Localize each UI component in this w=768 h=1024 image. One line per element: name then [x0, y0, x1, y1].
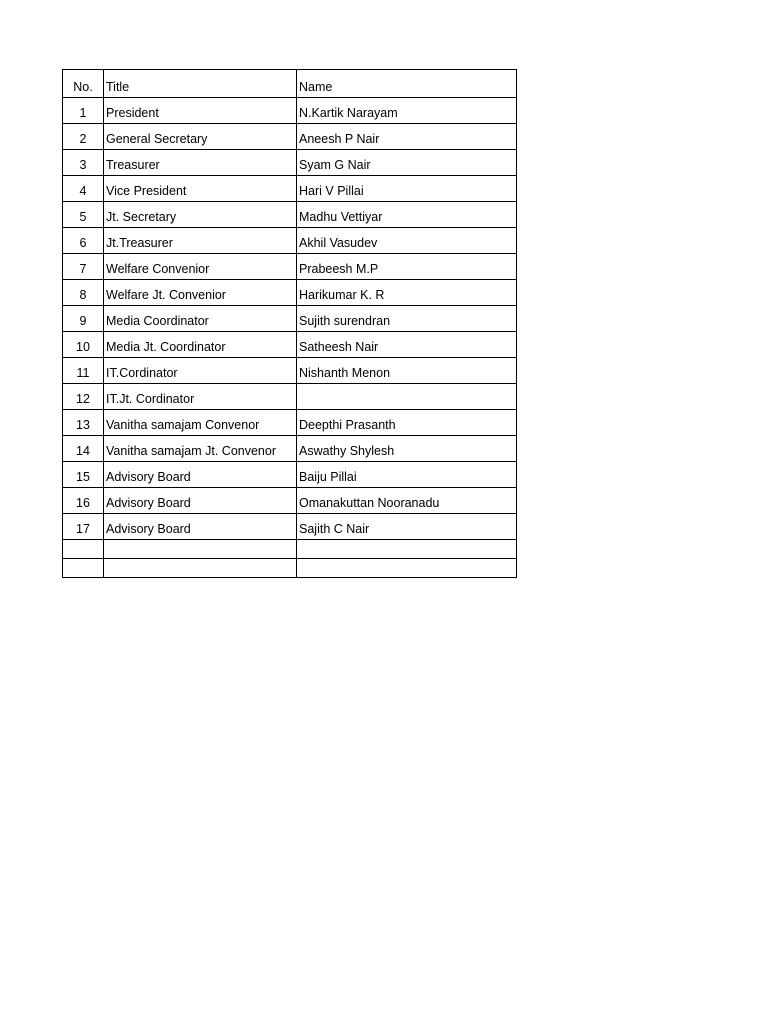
row-title: Advisory Board: [104, 462, 297, 488]
header-name: Name: [297, 70, 517, 98]
table-row: [63, 98, 517, 124]
row-name: Baiju Pillai: [297, 462, 517, 488]
row-number: 13: [63, 410, 104, 436]
row-number: 1: [63, 98, 104, 124]
row-number: 15: [63, 462, 104, 488]
table-row: [63, 332, 517, 358]
row-title: IT.Cordinator: [104, 358, 297, 384]
row-name: Deepthi Prasanth: [297, 410, 517, 436]
table-row: [63, 410, 517, 436]
row-name: Madhu Vettiyar: [297, 202, 517, 228]
row-number: 16: [63, 488, 104, 514]
table-row: [63, 202, 517, 228]
row-number: 4: [63, 176, 104, 202]
row-title: Treasurer: [104, 150, 297, 176]
empty-cell: [104, 540, 297, 559]
empty-cell: [63, 559, 104, 578]
row-name: Aswathy Shylesh: [297, 436, 517, 462]
row-number: 14: [63, 436, 104, 462]
row-title: Welfare Jt. Convenior: [104, 280, 297, 306]
row-title: Vanitha samajam Convenor: [104, 410, 297, 436]
empty-cell: [104, 559, 297, 578]
table-row: [63, 176, 517, 202]
row-name: Sujith surendran: [297, 306, 517, 332]
row-name: N.Kartik Narayam: [297, 98, 517, 124]
table-row: [63, 228, 517, 254]
row-number: 9: [63, 306, 104, 332]
row-name: Syam G Nair: [297, 150, 517, 176]
row-title: Advisory Board: [104, 488, 297, 514]
row-title: Media Coordinator: [104, 306, 297, 332]
row-number: 7: [63, 254, 104, 280]
row-number: 10: [63, 332, 104, 358]
row-number: 11: [63, 358, 104, 384]
row-title: Media Jt. Coordinator: [104, 332, 297, 358]
row-number: 6: [63, 228, 104, 254]
row-name: Akhil Vasudev: [297, 228, 517, 254]
row-name: Prabeesh M.P: [297, 254, 517, 280]
table-row: [63, 436, 517, 462]
row-number: 8: [63, 280, 104, 306]
empty-row: [63, 559, 517, 578]
table-row: [63, 150, 517, 176]
row-title: Vice President: [104, 176, 297, 202]
empty-cell: [63, 540, 104, 559]
row-name: Satheesh Nair: [297, 332, 517, 358]
table-row: [63, 254, 517, 280]
empty-row: [63, 540, 517, 559]
row-title: Jt.Treasurer: [104, 228, 297, 254]
table-row: [63, 462, 517, 488]
row-number: 12: [63, 384, 104, 410]
row-name: [297, 384, 517, 410]
row-number: 2: [63, 124, 104, 150]
row-title: Advisory Board: [104, 514, 297, 540]
row-name: Omanakuttan Nooranadu: [297, 488, 517, 514]
row-name: Sajith C Nair: [297, 514, 517, 540]
row-title: Vanitha samajam Jt. Convenor: [104, 436, 297, 462]
row-name: Aneesh P Nair: [297, 124, 517, 150]
table-row: [63, 384, 517, 410]
row-title: Welfare Convenior: [104, 254, 297, 280]
row-name: Nishanth Menon: [297, 358, 517, 384]
row-number: 5: [63, 202, 104, 228]
empty-cell: [297, 540, 517, 559]
row-title: President: [104, 98, 297, 124]
row-name: Harikumar K. R: [297, 280, 517, 306]
row-title: Jt. Secretary: [104, 202, 297, 228]
header-no: No.: [63, 70, 104, 98]
header-title: Title: [104, 70, 297, 98]
table-row: [63, 124, 517, 150]
row-title: IT.Jt. Cordinator: [104, 384, 297, 410]
row-number: 17: [63, 514, 104, 540]
row-title: General Secretary: [104, 124, 297, 150]
row-name: Hari V Pillai: [297, 176, 517, 202]
table-row: [63, 514, 517, 540]
row-number: 3: [63, 150, 104, 176]
table-row: [63, 280, 517, 306]
committee-table: [62, 69, 517, 578]
table-header-row: [63, 70, 517, 98]
empty-cell: [297, 559, 517, 578]
table-row: [63, 358, 517, 384]
table-row: [63, 488, 517, 514]
table-row: [63, 306, 517, 332]
